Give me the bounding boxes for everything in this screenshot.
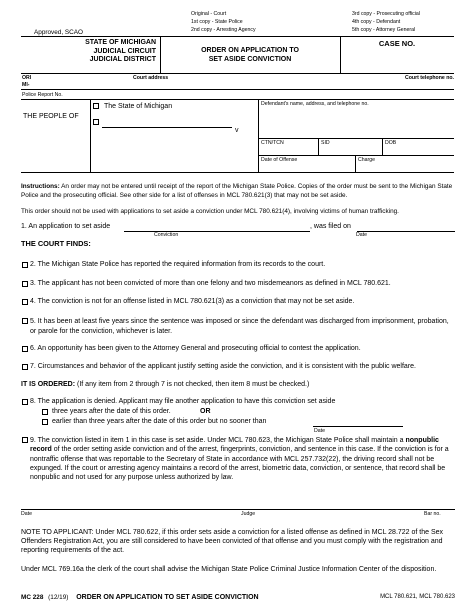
form-revision: (12/19): [48, 594, 69, 601]
court-name-block: [24, 39, 156, 65]
footer-mcl: MCL 780.621, MCL 780.623: [380, 594, 455, 600]
item8-option2-checkbox[interactable]: [42, 419, 48, 425]
defendant-info-label: Defendant's name, address, and telephone no.: [261, 101, 369, 107]
finding-6-text: 6. An opportunity has been given to the Attorney General and prosecuting official to contest the application.: [30, 345, 361, 352]
item8-option1-checkbox[interactable]: [42, 409, 48, 415]
item8-checkbox[interactable]: [22, 399, 28, 405]
finding-2-text: 2. The Michigan State Police has reported the required information from its records to the court.: [30, 261, 326, 268]
ctn-label: CTN/TCN: [261, 140, 284, 146]
people-other-checkbox[interactable]: [93, 119, 99, 125]
finding-3-text: 3. The applicant has not been convicted of more than one felony and two misdemeanors as defined in MCL 780.621.: [30, 280, 391, 287]
copy-line: 1st copy - State Police: [191, 19, 243, 25]
judge-label: Judge: [241, 511, 256, 517]
form-number: MC 228: [21, 594, 44, 601]
finding-4-text: 4. The conviction is not for an offense listed in MCL 780.621(3) as a conviction that may not be set aside.: [30, 298, 355, 305]
versus-label: v: [235, 127, 239, 134]
court-line: JUDICIAL DISTRICT: [89, 56, 156, 63]
state-of-michigan-label: The State of Michigan: [104, 103, 173, 110]
finding-6-checkbox[interactable]: [22, 346, 28, 352]
case-no-label: CASE NO.: [378, 39, 416, 48]
finding-2-checkbox[interactable]: [22, 262, 28, 268]
date-sublabel: Date: [356, 232, 367, 238]
court-address-label: Court address: [133, 75, 169, 81]
item1-prefix: 1. An application to set aside: [21, 223, 111, 230]
court-line: JUDICIAL CIRCUIT: [93, 47, 156, 55]
sid-label: SID: [321, 140, 330, 146]
form-title: [160, 47, 340, 64]
mi-label: MI-: [22, 82, 30, 88]
item8-text: 8. The application is denied. Applicant may file another application to have this conviction set aside: [30, 398, 336, 405]
copy-line: 3rd copy - Prosecuting official: [352, 11, 420, 17]
instructions-note: This order should not be used with applications to set aside a conviction under MCL 780.621(4), involving victims of human trafficking.: [21, 208, 399, 215]
approved-text: Approved, SCAO: [34, 29, 84, 36]
finding-5-checkbox[interactable]: [22, 318, 28, 324]
item9-part1: 9. The conviction listed in item 1 in this case is set aside. Under MCL 780.623, the Michigan State Police shall maintain a: [30, 437, 406, 444]
copy-line: Original - Court: [191, 11, 227, 17]
finding-7-checkbox[interactable]: [22, 364, 28, 370]
court-finds-heading: THE COURT FINDS:: [21, 239, 91, 248]
police-report-label: Police Report No.: [22, 92, 63, 98]
instructions-label: Instructions:: [21, 183, 60, 190]
item9-nonpublic: nonpublic record: [30, 437, 439, 454]
copy-line: 2nd copy - Arresting Agency: [191, 27, 256, 33]
bar-no-label: Bar no.: [424, 511, 441, 517]
charge-label: Charge: [358, 157, 376, 163]
it-is-ordered-label: IT IS ORDERED:: [21, 381, 76, 388]
item9-part2: of the order setting aside conviction and of the arrest, fingerprints, conviction, and sentence in this case. If the conviction is for a nontraffic offense that was reportable to the Secretary of State in accordance with MCL 257.732(22), the driving record shall not be expunged. If the court or arresting agency maintains a record of the arrest, biometric data, conviction, or sentence, that record shall be nonpublic and not used for any purpose unless authorized by law.: [30, 446, 449, 482]
finding-3-checkbox[interactable]: [22, 281, 28, 287]
finding-5-text: 5. It has been at least five years since the sentence was imposed or since the defendant was discharged from imprisonment, probation, or parole for the conviction, whichever is later.: [30, 318, 449, 335]
dob-label: DOB: [385, 140, 397, 146]
instructions-body: An order may not be entered until receipt of the report of the Michigan State Police. Copies of the order must be sent to the Michigan State Police and the prosecuting official. See other side for a list of offenses in MCL 780.621(3) that may not be set aside.: [21, 183, 453, 199]
finding-4-checkbox[interactable]: [22, 299, 28, 305]
ori-label: ORI: [22, 75, 32, 81]
item8-option2-text: earlier than three years after the date of this order but no sooner than: [52, 418, 267, 425]
item8-option1-text: three years after the date of this order.: [52, 408, 171, 415]
it-is-ordered: [21, 381, 309, 389]
item8-date-sublabel: Date: [314, 428, 325, 434]
instructions-text: [21, 182, 455, 200]
it-is-ordered-note: (If any item from 2 through 7 is not checked, then item 8 must be checked.): [75, 381, 310, 388]
signature-date-label: Date: [21, 511, 32, 517]
court-phone-label: Court telephone no.: [405, 75, 454, 81]
item1-filed-on: , was filed on: [310, 223, 351, 230]
date-of-offense-label: Date of Offense: [261, 157, 298, 163]
item9-text: [30, 436, 458, 482]
item9-checkbox[interactable]: [22, 437, 28, 443]
form-title-line: ORDER ON APPLICATION TO: [201, 47, 299, 54]
state-of-michigan-checkbox[interactable]: [93, 103, 99, 109]
footer-title: ORDER ON APPLICATION TO SET ASIDE CONVICTION: [76, 594, 259, 601]
item8-or: OR: [200, 408, 211, 415]
note-to-clerk: Under MCL 769.16a the clerk of the court shall advise the Michigan State Police Criminal Justice Information Center of the disposition.: [21, 566, 437, 573]
copy-distribution-left: [191, 10, 256, 34]
form-title-line: SET ASIDE CONVICTION: [208, 55, 292, 63]
people-of-label: THE PEOPLE OF: [23, 113, 79, 120]
conviction-sublabel: Conviction: [154, 232, 179, 238]
copy-line: 4th copy - Defendant: [352, 19, 401, 25]
finding-7-text: 7. Circumstances and behavior of the applicant justify setting aside the conviction, and it is consistent with the public welfare.: [30, 363, 416, 370]
copy-distribution-right: [352, 10, 420, 34]
note-to-applicant: NOTE TO APPLICANT: Under MCL 780.622, if this order sets aside a conviction for a listed offense as defined in MCL 28.722 of the Sex Offenders Registration Act, you are still considered to have been convicted of that offense and you must comply with the registration and reporting requirements of the act.: [21, 529, 444, 554]
copy-line: 5th copy - Attorney General: [352, 27, 416, 33]
court-line: STATE OF MICHIGAN: [85, 39, 156, 46]
